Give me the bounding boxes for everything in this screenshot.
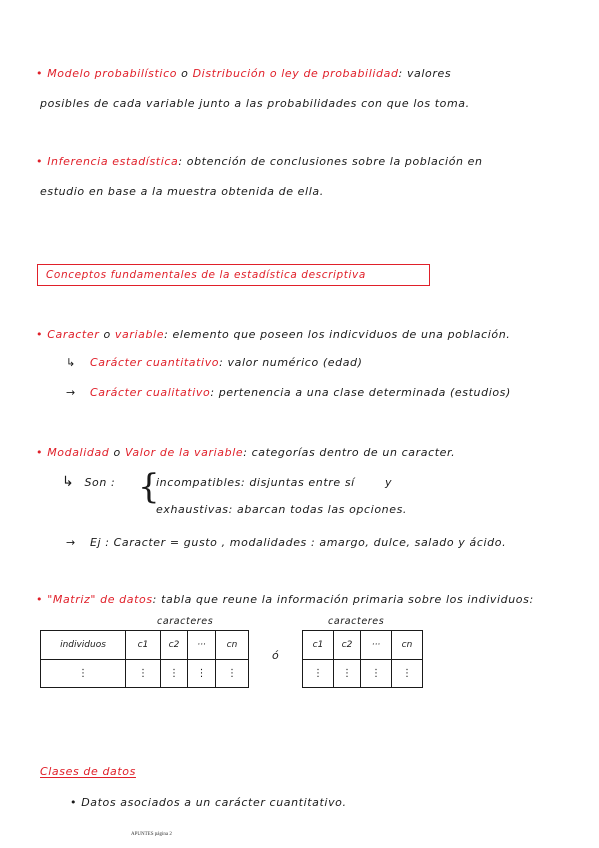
vertical-dots-cell: ⋮	[361, 660, 392, 688]
def-inferencia-1: : obtención de conclusiones sobre la población en	[178, 155, 483, 168]
sub-cuantitativo	[66, 356, 363, 369]
vertical-dots-cell: ⋮	[41, 660, 126, 688]
clases-item	[70, 796, 347, 809]
term-modelo: Modelo probabilístico	[47, 67, 178, 80]
def-matriz: : tabla que reune la información primaria sobre los individuos:	[152, 593, 534, 606]
vertical-dots-cell: ⋮	[161, 660, 188, 688]
col-header-cell: c2	[161, 631, 188, 660]
col-header-cell: cn	[216, 631, 249, 660]
term-cualitativo: Carácter cualitativo	[89, 386, 211, 399]
and-text: y	[384, 476, 393, 489]
bullet: •	[36, 328, 44, 341]
vertical-dots-cell: ⋮	[188, 660, 216, 688]
term-modalidad: Modalidad	[47, 446, 110, 459]
section-heading: Conceptos fundamentales de la estadística descriptiva	[37, 264, 430, 286]
def-cuantitativo: : valor numérico (edad)	[219, 356, 363, 369]
table-row	[41, 660, 249, 688]
col-header-cell: cn	[392, 631, 423, 660]
son-text: Son :	[84, 476, 116, 489]
item-caracter-line	[36, 328, 510, 341]
vertical-dots-cell: ⋮	[216, 660, 249, 688]
right-arrow-icon: →	[66, 536, 76, 549]
term-variable: variable	[114, 328, 165, 341]
ejemplo-line	[66, 536, 506, 549]
page-footer: APUNTES página 2	[131, 832, 172, 837]
data-matrix-right	[302, 630, 423, 688]
term-cuantitativo: Carácter cuantitativo	[89, 356, 220, 369]
item-inferencia-line1	[36, 155, 483, 168]
bullet: •	[36, 67, 44, 80]
def-cualitativo: : pertenencia a una clase determinada (estudios)	[210, 386, 511, 399]
corner-arrow-icon: ↳	[62, 474, 75, 490]
term-inferencia: Inferencia estadística	[47, 155, 179, 168]
sub-cualitativo	[66, 386, 511, 399]
table-row	[303, 660, 423, 688]
term-distribucion: Distribución o ley de probabilidad	[192, 67, 399, 80]
row-header-cell: individuos	[41, 631, 126, 660]
clases-heading: Clases de datos	[40, 765, 136, 778]
col-header-cell: c2	[334, 631, 361, 660]
def-modalidad: : categorías dentro de un caracter.	[243, 446, 456, 459]
right-arrow-icon: →	[66, 386, 76, 399]
col-header-cell: ···	[188, 631, 216, 660]
def-caracter: : elemento que poseen los indicviduos de una población.	[164, 328, 511, 341]
connector-o: o	[103, 328, 111, 341]
vertical-dots-cell: ⋮	[303, 660, 334, 688]
table-left-caption: caracteres	[157, 616, 214, 627]
son-line1	[156, 476, 392, 489]
def-modelo-1: : valores	[398, 67, 452, 80]
table-right-caption: caracteres	[328, 616, 385, 627]
clases-text: Datos asociados a un carácter cuantitativo.	[81, 796, 347, 809]
term-caracter: Caracter	[47, 328, 100, 341]
connector-o: o	[181, 67, 189, 80]
col-header-cell: c1	[303, 631, 334, 660]
son-label	[62, 474, 115, 490]
vertical-dots-cell: ⋮	[392, 660, 423, 688]
term-matriz: "Matriz" de datos	[47, 593, 153, 606]
ejemplo-text: Ej : Caracter = gusto , modalidades : amargo, dulce, salado y ácido.	[89, 536, 507, 549]
bullet: •	[36, 446, 44, 459]
item-inferencia-line2: estudio en base a la muestra obtenida de ella.	[40, 185, 324, 198]
corner-arrow-icon: ↳	[66, 356, 76, 369]
vertical-dots-cell: ⋮	[126, 660, 161, 688]
term-valor: Valor de la variable	[124, 446, 244, 459]
col-header-cell: c1	[126, 631, 161, 660]
bullet: •	[36, 155, 44, 168]
connector-o: o	[113, 446, 121, 459]
table-row	[303, 631, 423, 660]
item-modelo-line1	[36, 67, 451, 80]
col-header-cell: ···	[361, 631, 392, 660]
vertical-dots-cell: ⋮	[334, 660, 361, 688]
bullet: •	[70, 796, 78, 809]
curly-brace-icon: {	[138, 467, 160, 507]
table-row	[41, 631, 249, 660]
bullet: •	[36, 593, 44, 606]
incompatibles-text: incompatibles: disjuntas entre sí	[156, 476, 355, 489]
item-modalidad-line	[36, 446, 455, 459]
or-text: ó	[272, 649, 280, 662]
son-line2: exhaustivas: abarcan todas las opciones.	[156, 503, 408, 516]
data-matrix-left	[40, 630, 249, 688]
item-modelo-line2: posibles de cada variable junto a las probabilidades con que los toma.	[40, 97, 470, 110]
item-matriz-line	[36, 593, 534, 606]
